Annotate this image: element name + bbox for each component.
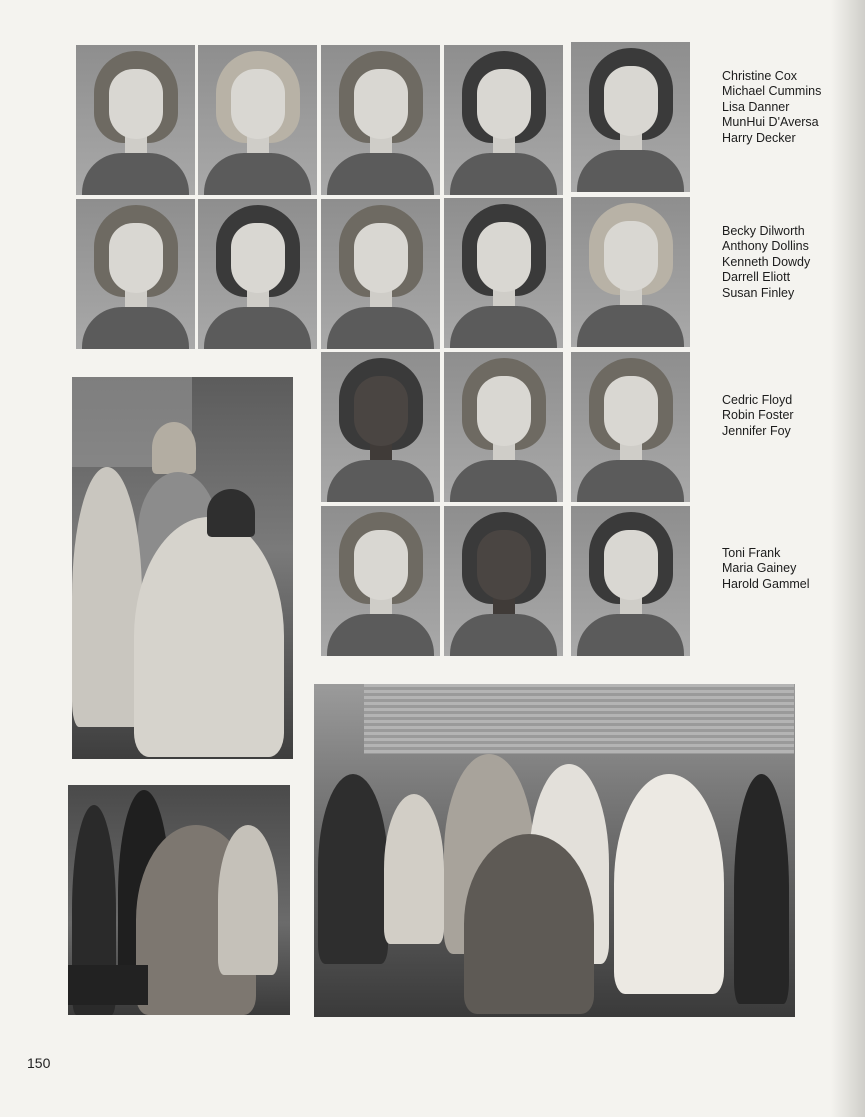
portrait-lisa-danner	[321, 45, 440, 195]
portrait-becky-dilworth	[76, 199, 195, 349]
portrait-michael-cummins	[198, 45, 317, 195]
candid-photo-small-group	[68, 785, 290, 1015]
portrait-robin-foster	[444, 352, 563, 502]
name-list-row-2	[722, 224, 810, 301]
book-spine-shadow	[831, 0, 865, 1117]
candid-photo-large-group	[314, 684, 795, 1017]
name-list-row-1	[722, 69, 821, 146]
name: Susan Finley	[722, 285, 795, 300]
name: Becky Dilworth	[722, 224, 805, 238]
page-number: 150	[27, 1055, 51, 1071]
portrait-harry-decker	[571, 42, 690, 192]
name: Christine Cox	[722, 69, 798, 83]
portrait-jennifer-foy	[571, 352, 690, 502]
name: Lisa Danner	[722, 99, 790, 114]
name: MunHui D'Aversa	[722, 115, 819, 130]
name: Cedric Floyd	[722, 393, 793, 407]
name: Anthony Dollins	[722, 239, 809, 254]
portrait-maria-gainey	[444, 506, 563, 656]
portrait-darrell-eliott	[444, 198, 563, 348]
candid-photo-classroom	[72, 377, 293, 759]
portrait-cedric-floyd	[321, 352, 440, 502]
portrait-harold-gammel	[571, 506, 690, 656]
name-list-row-3	[722, 393, 794, 439]
name: Darrell Eliott	[722, 270, 791, 285]
portrait-kenneth-dowdy	[321, 199, 440, 349]
name: Kenneth Dowdy	[722, 254, 811, 269]
name: Toni Frank	[722, 546, 781, 560]
name: Michael Cummins	[722, 84, 822, 99]
portrait-munhui-daversa	[444, 45, 563, 195]
name: Harold Gammel	[722, 576, 810, 591]
name: Jennifer Foy	[722, 423, 791, 438]
name: Maria Gainey	[722, 561, 797, 576]
portrait-christine-cox	[76, 45, 195, 195]
name-list-row-4	[722, 546, 810, 592]
portrait-toni-frank	[321, 506, 440, 656]
name: Harry Decker	[722, 130, 796, 145]
portrait-susan-finley	[571, 197, 690, 347]
name: Robin Foster	[722, 408, 794, 423]
portrait-anthony-dollins	[198, 199, 317, 349]
